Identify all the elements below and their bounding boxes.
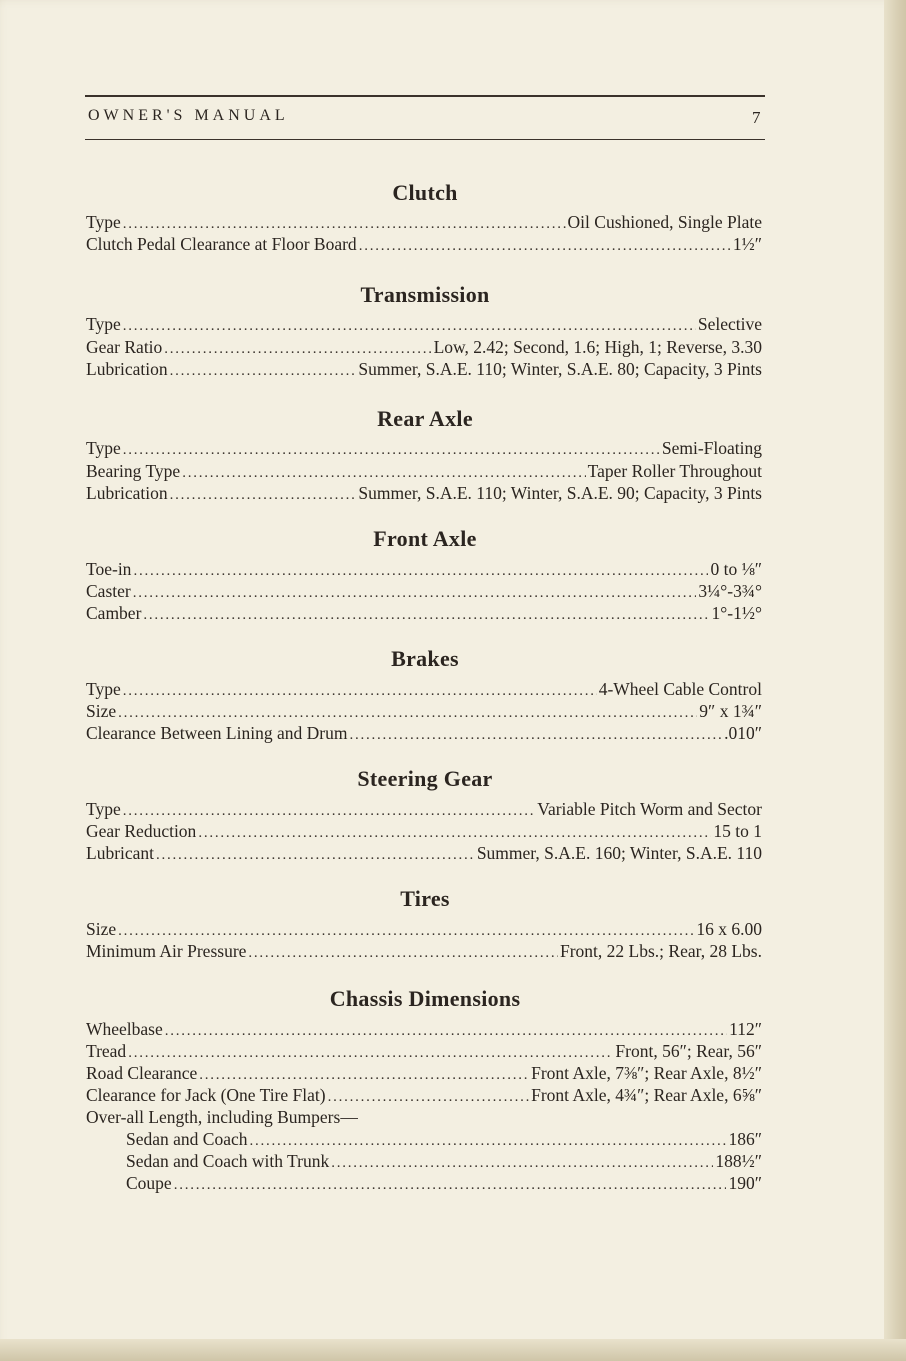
- spec-label: Type: [86, 314, 121, 334]
- spec-label: Size: [86, 701, 117, 721]
- spec-label: Type: [86, 679, 121, 699]
- spec-value: .010″: [724, 723, 762, 743]
- spec-row: [86, 580, 762, 602]
- spec-label: Road Clearance: [86, 1063, 198, 1083]
- spec-row: [86, 1018, 762, 1040]
- spec-value: Selective: [697, 314, 762, 334]
- spec-label: Camber: [86, 603, 142, 623]
- section-title-front-axle: Front Axle: [373, 526, 477, 551]
- spec-value: 3¼°-3¾°: [698, 581, 762, 601]
- spec-row: [86, 460, 762, 482]
- spec-label: Clutch Pedal Clearance at Floor Board: [86, 234, 357, 254]
- spec-label: Toe-in: [86, 559, 132, 579]
- spec-label: Lubrication: [86, 483, 168, 503]
- page-edge-right: [884, 0, 906, 1361]
- spec-row: [86, 722, 762, 744]
- spec-row: [86, 820, 762, 842]
- spec-subheading: [86, 1106, 762, 1128]
- spec-value: Summer, S.A.E. 160; Winter, S.A.E. 110: [476, 843, 762, 863]
- spec-row: [86, 482, 762, 504]
- page-number: 7: [752, 108, 761, 127]
- spec-label: Caster: [86, 581, 131, 601]
- spec-label: Bearing Type: [86, 461, 181, 481]
- spec-row: [86, 940, 762, 962]
- spec-row: [126, 1150, 762, 1172]
- spec-value: Front Axle, 7⅜″; Rear Axle, 8½″: [531, 1063, 762, 1083]
- spec-label: Sedan and Coach with Trunk: [126, 1151, 330, 1171]
- spec-value: Semi-Floating: [661, 438, 762, 458]
- spec-value: 186″: [728, 1129, 762, 1149]
- spec-row: [86, 437, 762, 459]
- spec-value: 1½″: [732, 234, 762, 254]
- spec-row: [86, 918, 762, 940]
- spec-value: Low, 2.42; Second, 1.6; High, 1; Reverse, 3.30: [433, 337, 762, 357]
- spec-row: [86, 336, 762, 358]
- spec-value: Variable Pitch Worm and Sector: [537, 799, 762, 819]
- section-title-chassis-dimensions: Chassis Dimensions: [329, 986, 521, 1011]
- section-title-transmission: Transmission: [360, 282, 490, 307]
- spec-label: Tread: [86, 1041, 127, 1061]
- spec-value: 190″: [728, 1173, 762, 1193]
- spec-value: Front, 22 Lbs.; Rear, 28 Lbs.: [560, 941, 762, 961]
- spec-value: 15 to 1: [713, 821, 762, 841]
- header-rule-bottom: [85, 139, 765, 140]
- spec-label: Type: [86, 799, 121, 819]
- spec-label: Gear Reduction: [86, 821, 197, 841]
- spec-label: Coupe: [126, 1173, 172, 1193]
- spec-label: Lubrication: [86, 359, 168, 379]
- spec-row: [86, 602, 762, 624]
- spec-value: 16 x 6.00: [696, 919, 762, 939]
- spec-value: Front, 56″; Rear, 56″: [615, 1041, 762, 1061]
- spec-label: Type: [86, 438, 121, 458]
- spec-label: Wheelbase: [86, 1019, 163, 1039]
- spec-label: Clearance for Jack (One Tire Flat): [86, 1085, 326, 1105]
- spec-value: Taper Roller Throughout: [587, 461, 762, 481]
- spec-row: [86, 842, 762, 864]
- spec-row: [86, 1084, 762, 1106]
- spec-value: 188½″: [715, 1151, 762, 1171]
- spec-row: [86, 678, 762, 700]
- section-title-rear-axle: Rear Axle: [377, 406, 473, 431]
- spec-row: [86, 1062, 762, 1084]
- spec-value: 1°-1½°: [711, 603, 762, 623]
- section-title-clutch: Clutch: [392, 180, 458, 205]
- header-rule-top: [85, 95, 765, 97]
- spec-value: 0 to ⅛″: [710, 559, 762, 579]
- spec-row: [126, 1172, 762, 1194]
- page-edge-bottom: [0, 1339, 906, 1361]
- spec-value: Oil Cushioned, Single Plate: [567, 212, 762, 232]
- spec-label: Minimum Air Pressure: [86, 941, 247, 961]
- spec-row: [86, 798, 762, 820]
- spec-label: Gear Ratio: [86, 337, 163, 357]
- spec-row: [86, 558, 762, 580]
- section-title-brakes: Brakes: [391, 646, 459, 671]
- spec-value: 4-Wheel Cable Control: [598, 679, 762, 699]
- spec-row: [86, 358, 762, 380]
- spec-row: [86, 700, 762, 722]
- spec-row: [86, 313, 762, 335]
- spec-value: Summer, S.A.E. 110; Winter, S.A.E. 80; Capacity, 3 Pints: [358, 359, 762, 379]
- spec-value: 9″ x 1¾″: [699, 701, 762, 721]
- spec-label: Lubricant: [86, 843, 155, 863]
- spec-row: [126, 1128, 762, 1150]
- running-head: OWNER'S MANUAL: [88, 107, 289, 124]
- spec-value: Front Axle, 4¾″; Rear Axle, 6⅝″: [531, 1085, 762, 1105]
- spec-row: [86, 211, 762, 233]
- spec-label: Size: [86, 919, 117, 939]
- spec-value: Summer, S.A.E. 110; Winter, S.A.E. 90; Capacity, 3 Pints: [358, 483, 762, 503]
- spec-label: Sedan and Coach: [126, 1129, 248, 1149]
- spec-row: [86, 1040, 762, 1062]
- spec-label: Clearance Between Lining and Drum: [86, 723, 348, 743]
- spec-row: [86, 233, 762, 255]
- section-title-steering-gear: Steering Gear: [357, 766, 493, 791]
- spec-label: Over-all Length, including Bumpers—: [86, 1107, 358, 1127]
- spec-value: 112″: [729, 1019, 762, 1039]
- section-title-tires: Tires: [400, 886, 450, 911]
- spec-label: Type: [86, 212, 121, 232]
